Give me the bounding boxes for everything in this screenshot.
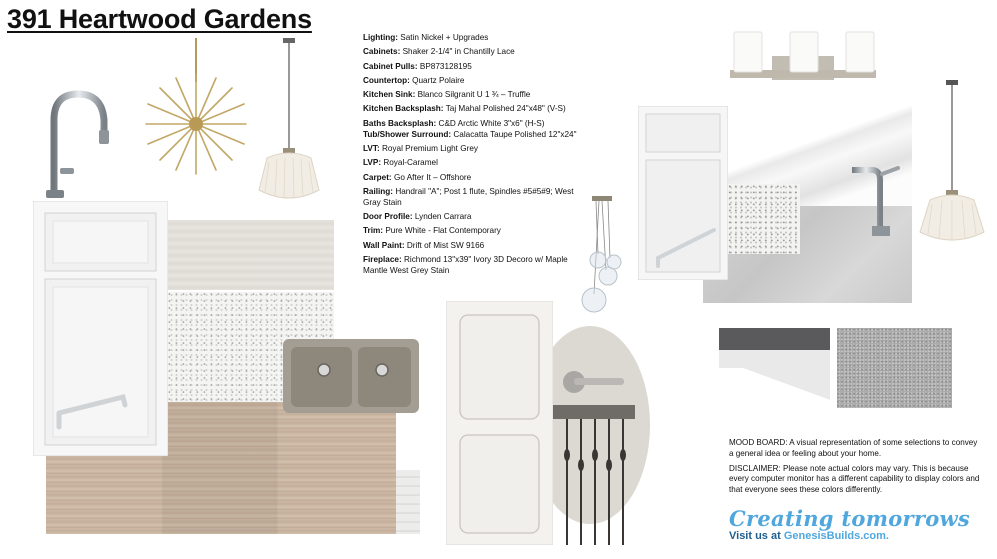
mood-board-note: MOOD BOARD: A visual representation of some selections to convey a general idea or feeling about your home. <box>729 438 978 458</box>
spec-item: LVP: Royal-Caramel <box>363 158 438 168</box>
spec-item: Door Profile: Lynden Carrara <box>363 212 472 222</box>
spec-item: Cabinets: Shaker 2-1/4" in Chantilly Lace <box>363 47 515 57</box>
spec-list <box>363 33 591 280</box>
bath-cabinet-door <box>638 106 728 280</box>
spec-item: Lighting: Satin Nickel + Upgrades <box>363 33 489 42</box>
kitchen-faucet <box>40 90 115 200</box>
spec-item: Railing: Handrail "A"; Post 1 flute, Spindles #5#5#9; West Gray Stain <box>363 186 574 207</box>
backsplash-tile <box>168 220 334 290</box>
page-title: 391 Heartwood Gardens <box>7 4 312 34</box>
door-lever <box>560 368 626 398</box>
spec-item: Kitchen Sink: Blanco Silgranit U 1 ¾ – Truffle <box>363 90 531 100</box>
kitchen-cabinet-door <box>33 201 168 456</box>
notes-block <box>729 438 981 500</box>
stair-railing <box>553 405 635 545</box>
spec-item: Countertop: Quartz Polaire <box>363 75 465 85</box>
brand-url-link[interactable]: GenesisBuilds.com. <box>783 530 889 542</box>
spec-item: Baths Backsplash: C&D Arctic White 3"x6" (H-S) <box>363 118 545 128</box>
spec-item: Trim: Pure White - Flat Contemporary <box>363 226 501 236</box>
spec-item: Carpet: Go After It – Offshore <box>363 172 472 182</box>
interior-door <box>446 301 553 545</box>
spec-item: LVT: Royal Premium Light Grey <box>363 143 478 153</box>
truffle-double-sink <box>282 338 420 414</box>
spec-item: Fireplace: Richmond 13"x39" Ivory 3D Decoro w/ Maple Mantle West Grey Stain <box>363 254 568 275</box>
brand-visit: Visit us at GenesisBuilds.com. <box>729 530 889 542</box>
bath-faucet <box>846 166 902 238</box>
brand-block <box>729 508 970 542</box>
bath-vanity-light <box>730 30 876 84</box>
carpet-swatch <box>837 328 952 408</box>
spec-item: Cabinet Pulls: BP873128195 <box>363 61 472 71</box>
bath-backsplash-quartz <box>728 184 800 254</box>
pendant-light <box>255 38 323 203</box>
spec-item: Tub/Shower Surround: Calacatta Taupe Polished 12"x24" <box>363 129 577 139</box>
spec-item: Wall Paint: Drift of Mist SW 9166 <box>363 240 485 250</box>
disclaimer-note: DISCLAIMER: Please note actual colors may vary. This is because every computer monitor has a different capability to display colors and that everyone sees these colors differently. <box>729 463 980 494</box>
brand-tagline: Creating tomorrows <box>729 506 971 531</box>
spec-item: Kitchen Backsplash: Taj Mahal Polished 24"x48" (V-S) <box>363 104 566 114</box>
sputnik-chandelier <box>142 38 250 176</box>
bath-pendant <box>916 80 988 245</box>
baseboard-trim <box>719 328 830 404</box>
